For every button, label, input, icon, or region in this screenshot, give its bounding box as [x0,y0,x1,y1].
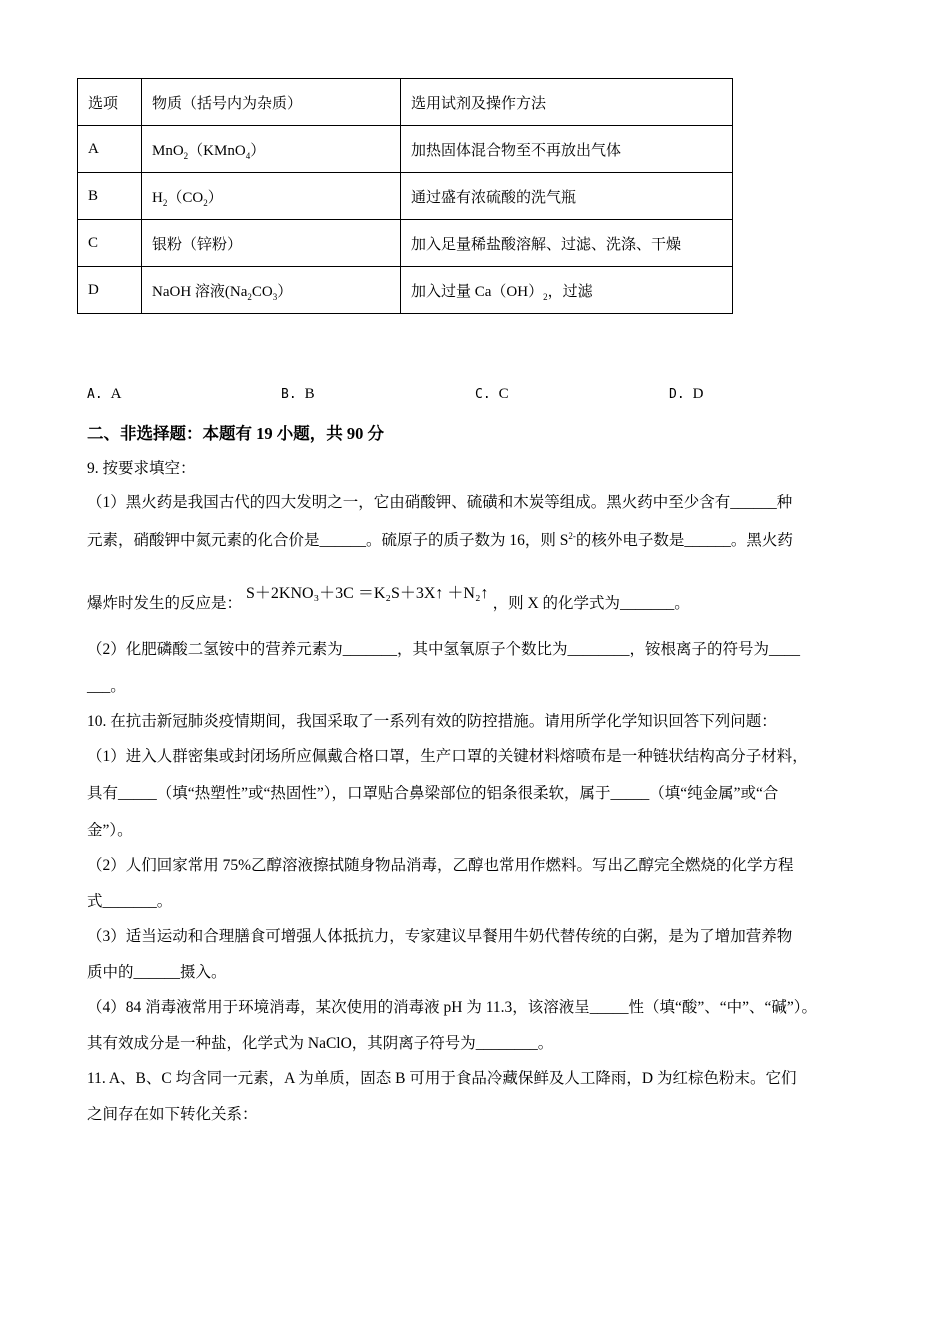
row-method: 加入过量 $Ca(OH)_2$，过滤 [401,267,733,314]
row-method: 加热固体混合物至不再放出气体 [401,126,733,173]
q11-line-2: 之间存在如下转化关系： [87,1106,258,1123]
q9-title: 9. 按要求填空： [87,460,196,477]
q9-line-2: 元素，硝酸钾中氮元素的化合价是______。硫原子的质子数为 16，则 $S^{2-}$的核外电子数是______。黑火药 [87,530,793,549]
q9-line-4: （2）化肥磷酸二氢铵中的营养元素为_______，其中氢氧原子个数比为________，铵根离子的符号为____ [87,641,801,658]
table-row [78,126,733,173]
q10-title: 10. 在抗击新冠肺炎疫情期间，我国采取了一系列有效的防控措施。请用所学化学知识回答下列问题： [87,713,777,730]
q10-line-9: 其有效成分是一种盐，化学式为 NaClO，其阴离子符号为________。 [87,1035,554,1052]
header-method: 选用试剂及操作方法 [401,79,733,126]
row-option: C [78,220,142,267]
q10-line-3: 金”）。 [87,822,133,839]
row-method: 加入足量稀盐酸溶解、过滤、洗涤、干燥 [401,220,733,267]
row-option: D [78,267,142,314]
row-substance: 银粉（锌粉） [142,220,401,267]
q9-line-3: 爆炸时发生的反应是：S＋2KNO₃＋3C ＝K₂S＋3X↑ ＋N₂↑，则 X 的化学式为_______。 [87,585,690,612]
q10-line-6: （3）适当运动和合理膳食可增强人体抵抗力，专家建议早餐用牛奶代替传统的白粥，是为了增加营养物 [87,928,793,945]
choice-c[interactable]: C. C [475,386,509,402]
table-row [78,173,733,220]
header-option: 选项 [78,79,142,126]
row-method: 通过盛有浓硫酸的洗气瓶 [401,173,733,220]
options-table [77,78,733,314]
choice-b[interactable]: B. B [281,386,315,402]
row-substance: MnO$_2$（KMnO$_4$） [142,126,401,173]
header-substance: 物质（括号内为杂质） [142,79,401,126]
table-row [78,220,733,267]
q10-line-4: （2）人们回家常用 75%乙醇溶液擦拭随身物品消毒，乙醇也常用作燃料。写出乙醇完全燃烧的化学方程 [87,857,794,874]
row-option: A [78,126,142,173]
section-heading: 二、非选择题：本题有 19 小题，共 90 分 [87,424,384,443]
choice-d[interactable]: D. D [669,386,704,402]
row-option: B [78,173,142,220]
table-header-row [78,79,733,126]
choice-a[interactable]: A. A [87,386,122,402]
q9-line-5: ___。 [87,678,126,695]
row-substance: NaOH 溶液$(Na_2CO_3)$ [142,267,401,314]
q10-line-1: （1）进入人群密集或封闭场所应佩戴合格口罩，生产口罩的关键材料熔喷布是一种链状结构高分子材料， [87,748,808,765]
q10-line-5: 式_______。 [87,893,173,910]
q11-line-1: 11. A、B、C 均含同一元素，A 为单质，固态 B 可用于食品冷藏保鲜及人工降雨，D 为红棕色粉末。它们 [87,1070,797,1087]
reaction-equation: S＋2KNO₃＋3C ＝K₂S＋3X↑ ＋N₂↑ [246,585,489,602]
row-substance: $H_2(CO_2)$ [142,173,401,220]
q10-line-7: 质中的______摄入。 [87,964,227,981]
table-row [78,267,733,314]
q9-line-1: （1）黑火药是我国古代的四大发明之一，它由硝酸钾、硫磺和木炭等组成。黑火药中至少含有______种 [87,494,793,511]
q10-line-2: 具有_____（填“热塑性”或“热固性”），口罩贴合鼻梁部位的铝条很柔软，属于_____（填“纯金属”或“合 [87,785,779,802]
q10-line-8: （4）84 消毒液常用于环境消毒，某次使用的消毒液 pH 为 11.3，该溶液呈_____性（填“酸”、“中”、“碱”）。 [87,999,818,1016]
